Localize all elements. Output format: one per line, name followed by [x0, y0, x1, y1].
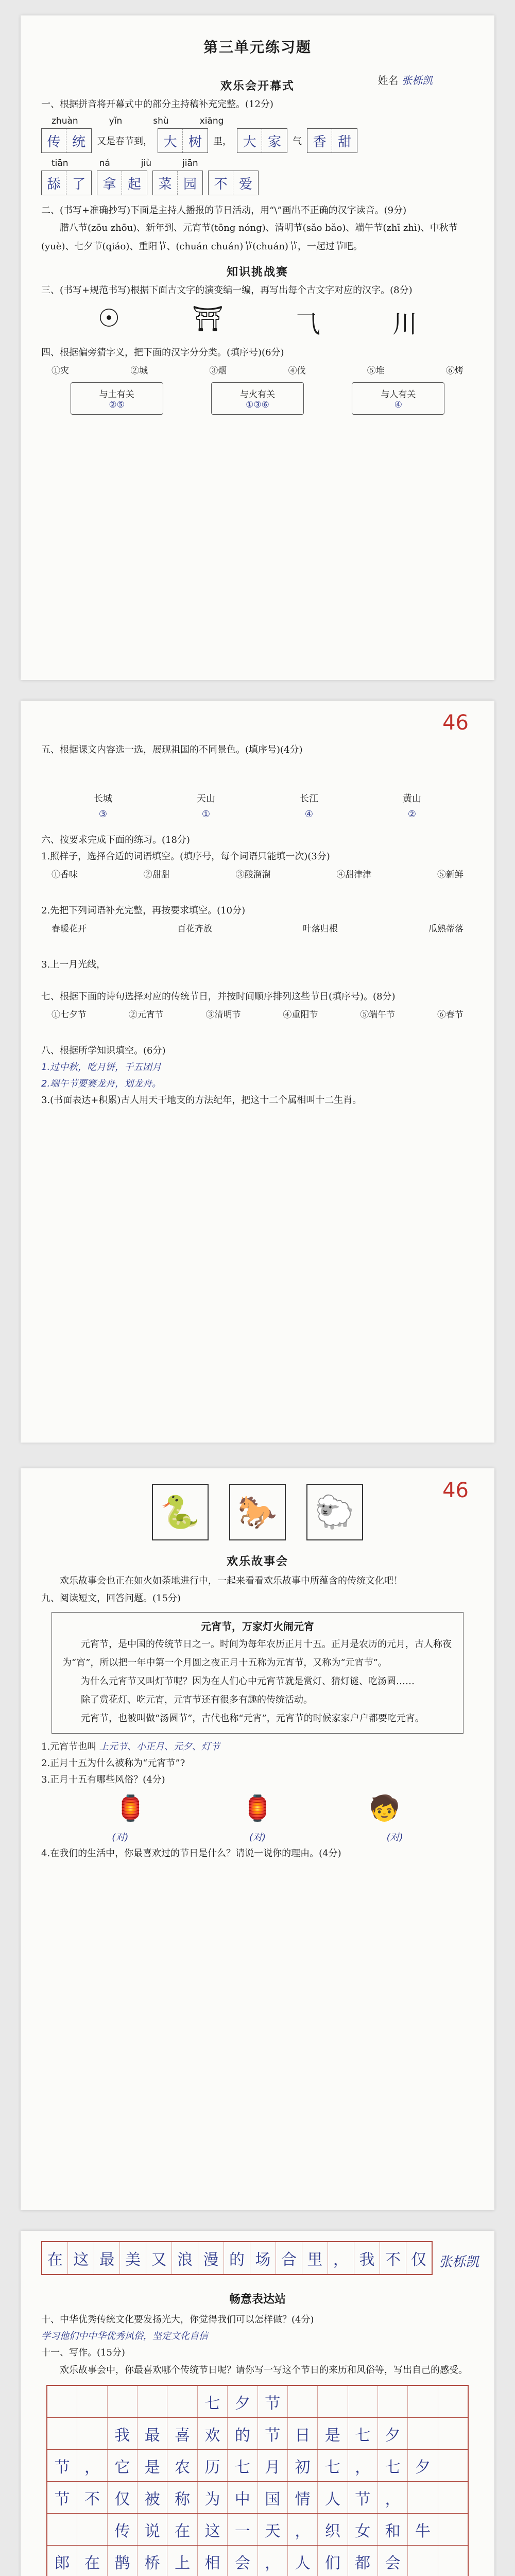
essay-cell[interactable]: ，: [288, 2514, 318, 2545]
question-1: 一、根据拼音将开幕式中的部分主持稿补充完整。(12分): [41, 99, 273, 110]
essay-grid-row: [47, 2546, 468, 2576]
pinyin: xiāng: [199, 116, 224, 126]
scene-label: 黄山: [403, 793, 421, 804]
word-option: ①香味: [52, 870, 78, 880]
answer-box[interactable]: 大 家: [237, 128, 287, 153]
snake-picture: 🐍: [152, 1484, 209, 1540]
pinyin: zhuàn: [52, 116, 78, 126]
score-mark: 46: [442, 711, 469, 735]
story-box: [52, 1612, 464, 1734]
essay-cell[interactable]: 节: [348, 2482, 378, 2513]
story-intro: 欢乐故事会也正在如火如荼地进行中，一起来看看欢乐故事中所蕴含的传统文化吧！: [60, 1575, 403, 1586]
essay-cell[interactable]: 日: [288, 2418, 318, 2449]
oracle-glyph: ☉: [98, 304, 121, 333]
essay-cell[interactable]: 最: [138, 2418, 167, 2449]
scene-answer[interactable]: ①: [201, 809, 211, 820]
essay-cell[interactable]: 鹊: [108, 2546, 138, 2576]
essay-cell[interactable]: 欢: [198, 2418, 228, 2449]
word-option: ⑤新鲜: [437, 870, 464, 880]
category-box: [71, 382, 163, 415]
question-9: 九、阅读短文，回答问题。(15分): [41, 1593, 181, 1604]
radical-options: [21, 361, 494, 378]
essay-cell[interactable]: 人: [318, 2482, 348, 2513]
section-title-expression: 畅意表达站: [229, 2293, 286, 2306]
essay-cell[interactable]: ，: [378, 2482, 408, 2513]
essay-cell[interactable]: ，: [258, 2546, 288, 2576]
student-name: 张栎凯: [402, 74, 433, 87]
option: ⑥烤: [445, 366, 464, 376]
worksheet-page-4: [21, 2231, 494, 2576]
category-box: [352, 382, 444, 415]
essay-cell[interactable]: [77, 2514, 107, 2545]
score-mark: 46: [442, 1479, 469, 1502]
essay-cell[interactable]: 和: [378, 2514, 408, 2545]
scene-label: 天山: [197, 793, 215, 804]
essay-cell[interactable]: 七: [318, 2450, 348, 2481]
question-9-2: 2.正月十五为什么被称为“元宵节”?: [41, 1758, 185, 1769]
essay-grid-row: [47, 2450, 468, 2482]
radical-categories: [21, 378, 494, 419]
name-row: [378, 72, 433, 87]
story-paragraph: 元宵节，也被叫做“汤圆节”，古代也称“元宵”，元宵节的时候家家户户都要吃元宵。: [81, 1713, 424, 1724]
answer-box[interactable]: 香 甜: [307, 128, 357, 153]
category-label: 与人有关: [381, 389, 416, 400]
fill-words: [21, 919, 494, 936]
essay-cell[interactable]: 为: [198, 2482, 228, 2513]
essay-cell[interactable]: 节: [258, 2386, 288, 2417]
lantern-figure: 🏮: [242, 1794, 273, 1823]
essay-cell[interactable]: [138, 2386, 167, 2417]
answer-box-row-2: [21, 168, 494, 197]
festival-option: ④重阳节: [283, 1010, 318, 1020]
grid-line: 在 这 最 美 又 浪 漫 的 场 合 里 ， 我 不 仅: [42, 2242, 432, 2274]
essay-cell[interactable]: 们: [318, 2546, 348, 2576]
scene-answer[interactable]: ④: [304, 809, 314, 820]
answer-box[interactable]: 大 树: [158, 128, 208, 153]
essay-cell[interactable]: [167, 2386, 197, 2417]
essay-cell[interactable]: 月: [258, 2450, 288, 2481]
festival-option: ①七夕节: [52, 1010, 87, 1020]
pinyin: jiān: [182, 158, 198, 168]
story-paragraph: 除了赏花灯、吃元宵，元宵节还有很多有趣的传统活动。: [81, 1694, 313, 1705]
festival-option: ③清明节: [205, 1010, 241, 1020]
essay-cell[interactable]: 被: [138, 2482, 167, 2513]
question-10-answer[interactable]: 学习他们中中华优秀风俗，坚定文化自信: [41, 2331, 208, 2342]
question-5: 五、根据课文内容选一选，展现祖国的不同景色。(填序号)(4分): [41, 744, 303, 755]
pinyin: jiù: [141, 158, 152, 168]
essay-cell[interactable]: 天: [258, 2514, 288, 2545]
question-2: 二、(书写+准确抄写)下面是主持人播报的节日活动，用“\”画出不正确的汉字读音。(9分): [41, 205, 407, 216]
pinyin: tiān: [52, 158, 68, 168]
story-paragraph: 元宵节，是中国的传统节日之一。时间为每年农历正月十五。正月是农历的元月，古人称夜为“宵”，所以把一年中第一个月圆之夜正月十五称为元宵节，又称为“元宵节”。: [62, 1639, 452, 1668]
essay-cell[interactable]: [408, 2386, 438, 2417]
question-6-1: 1.照样子，选择合适的词语填空。(填序号，每个词语只能填一次)(3分): [41, 851, 330, 862]
name-label: 姓名: [377, 74, 399, 87]
essay-cell[interactable]: 女: [348, 2514, 378, 2545]
signature: 张栎凯: [438, 2255, 479, 2270]
lantern-figure: 🏮: [115, 1794, 146, 1823]
essay-cell[interactable]: 它: [108, 2450, 138, 2481]
top-grid: [41, 2241, 433, 2275]
section-title-challenge: 知识挑战赛: [226, 265, 288, 279]
essay-cell[interactable]: [438, 2418, 468, 2449]
scene-label: 长江: [300, 793, 318, 804]
question-9-1: 1.元宵节也叫 上元节、小正月、元夕、灯节: [41, 1741, 220, 1752]
question-7: 七、根据下面的诗句选择对应的传统节日，并按时间顺序排列这些节日(填序号)。(8分): [41, 991, 396, 1002]
essay-cell[interactable]: 桥: [138, 2546, 167, 2576]
question-8-2[interactable]: 2.端午节要赛龙舟，划龙舟。: [41, 1078, 162, 1089]
essay-cell[interactable]: 牛: [408, 2514, 438, 2545]
essay-cell[interactable]: 情: [288, 2482, 318, 2513]
pinyin-row-2: [21, 155, 494, 168]
category-label: 与土有关: [99, 389, 134, 400]
pinyin: shù: [153, 116, 169, 126]
fill-word: 叶落归根: [303, 924, 338, 934]
essay-grid-row: [47, 2514, 468, 2546]
essay-cell[interactable]: [108, 2386, 138, 2417]
sheep-picture: 🐑: [306, 1484, 363, 1540]
essay-cell[interactable]: ，: [348, 2450, 378, 2481]
essay-cell[interactable]: [438, 2386, 468, 2417]
worksheet-page-3: [21, 1468, 494, 2210]
question-8-1[interactable]: 1.过中秋，吃月饼，千五团月: [41, 1062, 162, 1073]
pinyin: yǐn: [109, 116, 123, 126]
essay-cell[interactable]: 郎: [47, 2546, 77, 2576]
essay-grid-row: [47, 2386, 468, 2418]
essay-cell[interactable]: 七: [228, 2450, 258, 2481]
category-answer[interactable]: ②⑤: [109, 400, 125, 410]
essay-cell[interactable]: [438, 2450, 468, 2481]
answer-box[interactable]: 拿 起: [97, 171, 147, 195]
word-option: ②甜甜: [143, 870, 170, 880]
essay-cell[interactable]: 节: [258, 2418, 288, 2449]
story-title: 元宵节，万家灯火闹元宵: [201, 1620, 314, 1633]
question-9-1-answer[interactable]: 上元节、小正月、元夕、灯节: [99, 1741, 220, 1752]
worksheet-page-1: [21, 15, 494, 680]
question-8: 八、根据所学知识填空。(6分): [41, 1045, 166, 1056]
essay-cell[interactable]: ，: [77, 2450, 107, 2481]
option: ⑤堆: [367, 366, 385, 376]
essay-cell[interactable]: 不: [77, 2482, 107, 2513]
essay-cell[interactable]: [348, 2386, 378, 2417]
word-option: ④甜津津: [336, 870, 372, 880]
question-4: 四、根据偏旁猜字义，把下面的汉字分分类。(填序号)(6分): [41, 347, 284, 358]
essay-cell[interactable]: 七: [378, 2450, 408, 2481]
festival-option: ⑥春节: [437, 1010, 464, 1020]
essay-cell[interactable]: 上: [167, 2546, 197, 2576]
essay-cell[interactable]: [47, 2514, 77, 2545]
question-6: 六、按要求完成下面的练习。(18分): [41, 835, 190, 845]
answer-box[interactable]: 传 统: [41, 128, 92, 153]
category-answer[interactable]: ④: [394, 400, 402, 410]
question-10: 十、中华优秀传统文化要发扬光大，你觉得我们可以怎样做？(4分): [41, 2314, 314, 2325]
section-title-opening: 欢乐会开幕式: [220, 79, 295, 93]
essay-cell[interactable]: [438, 2546, 468, 2576]
essay-cell[interactable]: 夕: [228, 2386, 258, 2417]
scene-labels: [21, 789, 494, 807]
essay-cell[interactable]: [438, 2482, 468, 2513]
answer-box[interactable]: 菜 园: [152, 171, 203, 195]
story-paragraph: 为什么元宵节又叫灯节呢？因为在人们心中元宵节就是赏灯、猜灯谜、吃汤圆……: [81, 1676, 415, 1687]
question-9-4: 4.在我们的生活中，你最喜欢过的节日是什么？请说一说你的理由。(4分): [41, 1848, 341, 1859]
essay-grid-row: [47, 2418, 468, 2450]
essay-cell[interactable]: [318, 2386, 348, 2417]
answer-box-row-1: [21, 126, 494, 155]
essay-cell[interactable]: [77, 2418, 107, 2449]
essay-cell[interactable]: 仅: [108, 2482, 138, 2513]
essay-cell[interactable]: 会: [228, 2546, 258, 2576]
essay-cell[interactable]: 历: [198, 2450, 228, 2481]
custom-figures: [21, 1788, 494, 1828]
question-8-3: 3.(书面表达+积累)古人用天干地支的方法纪年，把这十二个属相叫十二生肖。: [41, 1095, 362, 1106]
prompt-text: 里，: [213, 136, 232, 147]
essay-cell[interactable]: 人: [288, 2546, 318, 2576]
pinyin: ná: [99, 158, 110, 168]
essay-cell[interactable]: [378, 2386, 408, 2417]
festival-options: [21, 1005, 494, 1022]
essay-cell[interactable]: 这: [198, 2514, 228, 2545]
essay-cell[interactable]: 传: [108, 2514, 138, 2545]
figure-answers: (对) (对) (对): [112, 1832, 403, 1843]
oracle-glyph: ⛩: [192, 304, 224, 333]
fill-word: 瓜熟蒂落: [428, 924, 464, 934]
scene-answer[interactable]: ②: [407, 809, 417, 820]
essay-prompt: 欢乐故事会中，你最喜欢哪个传统节日呢？请你写一写这个节日的来历和风俗等，写出自己的感受。: [60, 2365, 468, 2376]
oracle-glyph: ⺄: [295, 310, 320, 338]
horse-picture: 🐎: [229, 1484, 286, 1540]
essay-cell[interactable]: [77, 2386, 107, 2417]
prompt-text: 气: [293, 136, 302, 147]
word-options: [21, 865, 494, 882]
essay-cell[interactable]: 夕: [378, 2418, 408, 2449]
essay-cell[interactable]: [408, 2418, 438, 2449]
option: ②城: [130, 366, 148, 376]
essay-cell[interactable]: [288, 2386, 318, 2417]
essay-cell[interactable]: 织: [318, 2514, 348, 2545]
essay-cell[interactable]: 农: [167, 2450, 197, 2481]
essay-cell[interactable]: 在: [167, 2514, 197, 2545]
essay-grid-row: [47, 2482, 468, 2514]
category-answer[interactable]: ①③⑥: [246, 400, 269, 410]
essay-cell[interactable]: 我: [108, 2418, 138, 2449]
scene-answer[interactable]: ③: [98, 809, 108, 820]
essay-cell[interactable]: 七: [348, 2418, 378, 2449]
question-9-3: 3.正月十五有哪些风俗？(4分): [41, 1774, 165, 1785]
essay-cell[interactable]: 都: [348, 2546, 378, 2576]
essay-cell[interactable]: [438, 2514, 468, 2545]
essay-cell[interactable]: 在: [77, 2546, 107, 2576]
category-label: 与火有关: [239, 389, 275, 400]
child-figure: 🧒: [369, 1794, 400, 1823]
essay-cell[interactable]: 是: [138, 2450, 167, 2481]
essay-cell[interactable]: 是: [318, 2418, 348, 2449]
option: ④伐: [288, 366, 306, 376]
oracle-glyph: 川: [392, 310, 417, 338]
question-3: 三、(书写+规范书写)根据下面古文字的演变编一编，再写出每个古文字对应的汉字。(8分): [41, 285, 413, 296]
worksheet-title: 第三单元练习题: [203, 39, 312, 56]
scene-answers: [21, 807, 494, 822]
essay-cell[interactable]: 中: [228, 2482, 258, 2513]
answer-box[interactable]: 舔 了: [41, 171, 92, 195]
essay-cell[interactable]: 初: [288, 2450, 318, 2481]
word-option: ③酸溜溜: [235, 870, 271, 880]
section-title-story: 欢乐故事会: [226, 1555, 288, 1568]
prompt-text: 又是春节到，: [97, 136, 152, 147]
essay-cell[interactable]: [408, 2546, 438, 2576]
essay-cell[interactable]: 会: [378, 2546, 408, 2576]
essay-cell[interactable]: 相: [198, 2546, 228, 2576]
essay-cell[interactable]: 说: [138, 2514, 167, 2545]
pinyin-row-1: [21, 113, 494, 126]
essay-cell[interactable]: 节: [47, 2450, 77, 2481]
festival-option: ⑤端午节: [360, 1010, 396, 1020]
scene-label: 长城: [94, 793, 112, 804]
question-6-2: 2.先把下列词语补充完整，再按要求填空。(10分): [41, 905, 246, 916]
option: ①灾: [52, 366, 69, 376]
category-box: [211, 382, 304, 415]
festival-option: ②元宵节: [128, 1010, 164, 1020]
essay-cell[interactable]: [47, 2418, 77, 2449]
essay-grid[interactable]: [46, 2385, 469, 2576]
oracle-characters: [21, 299, 494, 345]
question-2-passage: 腊八节(zōu zhōu)、新年到、元宵节(tōng nóng)、清明节(sǎo bǎo)、端午节(zhī zhì)、中秋节(yuè)、七夕节(qiáo)、重阳节、(chuán chuán)节(chuán)节，一起过节吧。: [41, 223, 458, 252]
essay-cell[interactable]: [408, 2482, 438, 2513]
essay-cell[interactable]: 的: [228, 2418, 258, 2449]
essay-cell[interactable]: 节: [47, 2482, 77, 2513]
fill-word: 春暖花开: [52, 924, 87, 934]
question-11: 十一、写作。(15分): [41, 2347, 125, 2358]
essay-cell[interactable]: 七: [198, 2386, 228, 2417]
answer-box[interactable]: 不 爱: [208, 171, 259, 195]
zodiac-pictures: [21, 1468, 494, 1546]
essay-cell[interactable]: [47, 2386, 77, 2417]
option: ③烟: [209, 366, 227, 376]
fill-word: 百花齐放: [177, 924, 212, 934]
essay-cell[interactable]: 一: [228, 2514, 258, 2545]
question-6-3: 3.上一月光线，: [41, 959, 106, 970]
essay-cell[interactable]: 国: [258, 2482, 288, 2513]
worksheet-page-2: [21, 701, 494, 1443]
essay-cell[interactable]: 夕: [408, 2450, 438, 2481]
essay-cell[interactable]: 称: [167, 2482, 197, 2513]
essay-cell[interactable]: 喜: [167, 2418, 197, 2449]
